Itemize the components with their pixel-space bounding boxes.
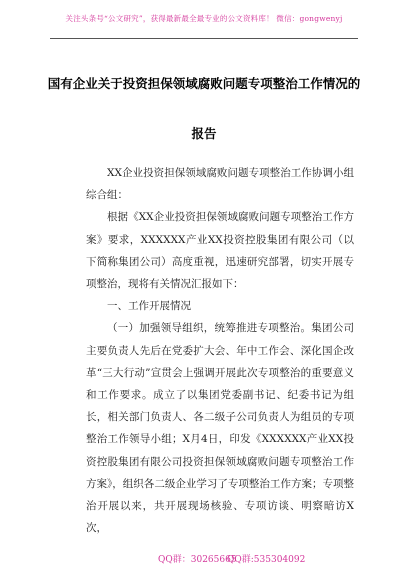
section-heading: 一、工作开展情况 — [107, 300, 191, 313]
header-divider — [50, 38, 358, 39]
intro-paragraph: 根据《XX企业投资担保领域腐败问题专项整治工作方案》要求，XXXXXX产业XX投资控股集团有限公司（以下简称集团公司）高度重视，迅速研究部署，切实开展专项整治，现将有关情况汇报如下： — [86, 211, 354, 291]
document-title: 国有企业关于投资担保领域腐败问题专项整治工作情况的 — [47, 76, 361, 91]
header-promo-note: 关注头条号“公文研究”，获得最新最全最专业的公文资料库！ 微信：gongwenyj — [65, 14, 343, 23]
document-title-continued: 报告 — [191, 126, 217, 141]
footer-qq-group-2: QQ群:535304092 — [227, 555, 306, 565]
section-paragraph: （一）加强领导组织，统筹推进专项整治。集团公司主要负责人先后在党委扩大会、年中工作会、深化国企改革“三大行动”宣贯会上强调开展此次专项整治的重要意义和工作要求。成立了以集团党委副书记、纪委书记为组长，相关部门负责人、各二级子公司负责人为组员的专项整治工作领导小组；X月4日，印发《XXXXXX产业XX投资控股集团有限公司投资担保领域腐败问题专项整治工作方案》，组织各二级企业学习了专项整治工作方案；专项整治开展以来，共开展现场核验、专项访谈、明察暗访X次， — [86, 322, 354, 535]
document-body — [86, 162, 354, 539]
addressee-paragraph: XX企业投资担保领域腐败问题专项整治工作协调小组综合组： — [86, 167, 354, 202]
footer-qq-group-1: QQ群：30265665 — [158, 555, 237, 565]
